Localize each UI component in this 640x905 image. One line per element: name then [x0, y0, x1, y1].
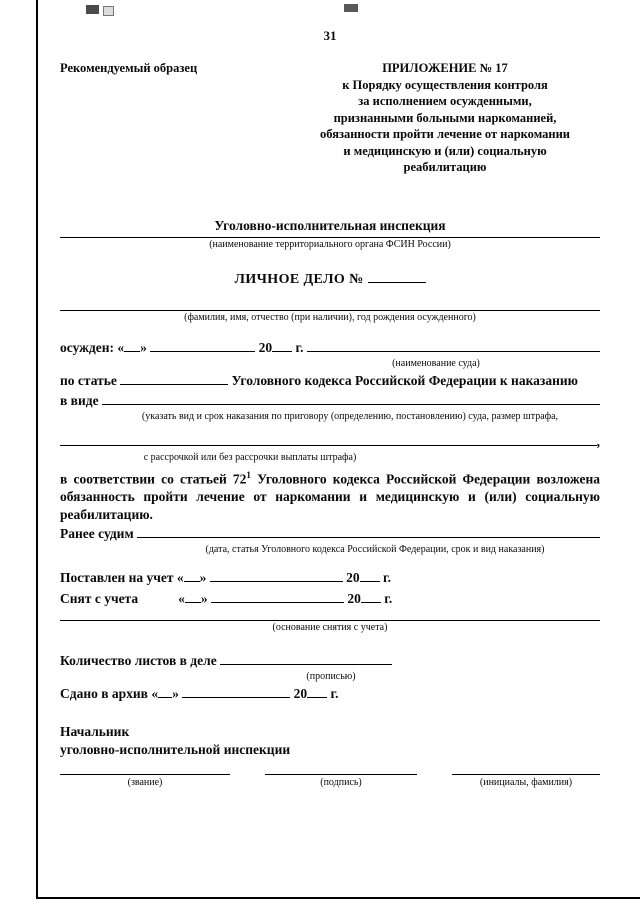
- signature-name-cell: [452, 774, 600, 788]
- prior-caption: (дата, статья Уголовного кодекса Российской Федерации, срок и вид наказания): [205, 544, 545, 555]
- removed-line: Снят с учета « » 20 г.: [60, 591, 393, 606]
- name-caption: (фамилия, имя, отчество (при наличии), год рождения осужденного): [184, 311, 476, 323]
- appendix-line: к Порядку осуществления контроля: [342, 77, 548, 92]
- punishment-type-line: в виде: [60, 392, 600, 410]
- signature-rank-cell: [60, 774, 230, 788]
- header: [60, 60, 600, 176]
- chief-block: [60, 723, 600, 759]
- convicted-date-line: осужден: « » 20 г.: [60, 339, 600, 357]
- rank-caption: (звание): [127, 777, 163, 788]
- signature-sign-cell: [265, 774, 417, 788]
- left-border-line: [36, 0, 38, 899]
- rule-line: [60, 620, 600, 621]
- sample-label: Рекомендуемый образец: [60, 61, 198, 75]
- appendix-line: за исполнением осужденными,: [358, 94, 532, 108]
- page-content: [60, 0, 600, 788]
- registered-line: Поставлен на учет « » 20 г.: [60, 570, 391, 585]
- rule-line: [60, 310, 600, 311]
- fine-continuation-line: ,: [60, 433, 600, 451]
- inspection-caption: (наименование территориального органа ФСИН России): [209, 238, 451, 250]
- case-number-line: ЛИЧНОЕ ДЕЛО №: [60, 271, 600, 289]
- appendix-block: [290, 60, 600, 176]
- chief-title-line1: Начальник: [60, 724, 130, 739]
- appendix-line: и медицинскую и (или) социальную: [343, 143, 547, 158]
- sheets-count-line: Количество листов в деле: [60, 652, 600, 670]
- prior-conviction-line: Ранее судим: [60, 525, 600, 543]
- archive-line: Сдано в архив « » 20 г.: [60, 686, 339, 701]
- court-caption: (наименование суда): [392, 357, 480, 369]
- initials-caption: (инициалы, фамилия): [479, 777, 573, 788]
- signature-row: [60, 774, 600, 788]
- punishment-caption: (указать вид и срок наказания по приговору (определению, постановлению) суда, размер штрафа,: [141, 410, 559, 422]
- rule-line: [60, 237, 600, 238]
- statute-paragraph: [60, 466, 600, 525]
- statute-text-after: Уголовного кодекса Российской Федерации возложена обязанность пройти лечение от наркомании и медицинскую и (или) социальную реабилитацию.: [60, 471, 600, 522]
- signature-caption: (подпись): [320, 777, 362, 788]
- superscript-one: 1: [246, 469, 251, 480]
- installment-caption: с рассрочкой или без рассрочки выплаты штрафа): [143, 451, 357, 463]
- appendix-line: реабилитацию: [403, 160, 487, 174]
- removal-caption: (основание снятия с учета): [272, 622, 388, 633]
- article-line: по статье Уголовного кодекса Российской Федерации к наказанию: [60, 372, 578, 388]
- statute-text-before: в соответствии со статьей 72: [60, 471, 247, 486]
- appendix-line: обязанности пройти лечение от наркомании: [320, 127, 570, 141]
- sheets-caption: (прописью): [306, 671, 356, 682]
- bottom-border-line: [36, 897, 640, 899]
- appendix-title: ПРИЛОЖЕНИЕ № 17: [382, 61, 508, 75]
- chief-title-line2: уголовно-исполнительной инспекции: [60, 742, 291, 757]
- page-number: 31: [323, 28, 337, 43]
- appendix-line: признанными больными наркоманией,: [333, 110, 557, 125]
- inspection-title: Уголовно-исполнительная инспекция: [214, 217, 446, 233]
